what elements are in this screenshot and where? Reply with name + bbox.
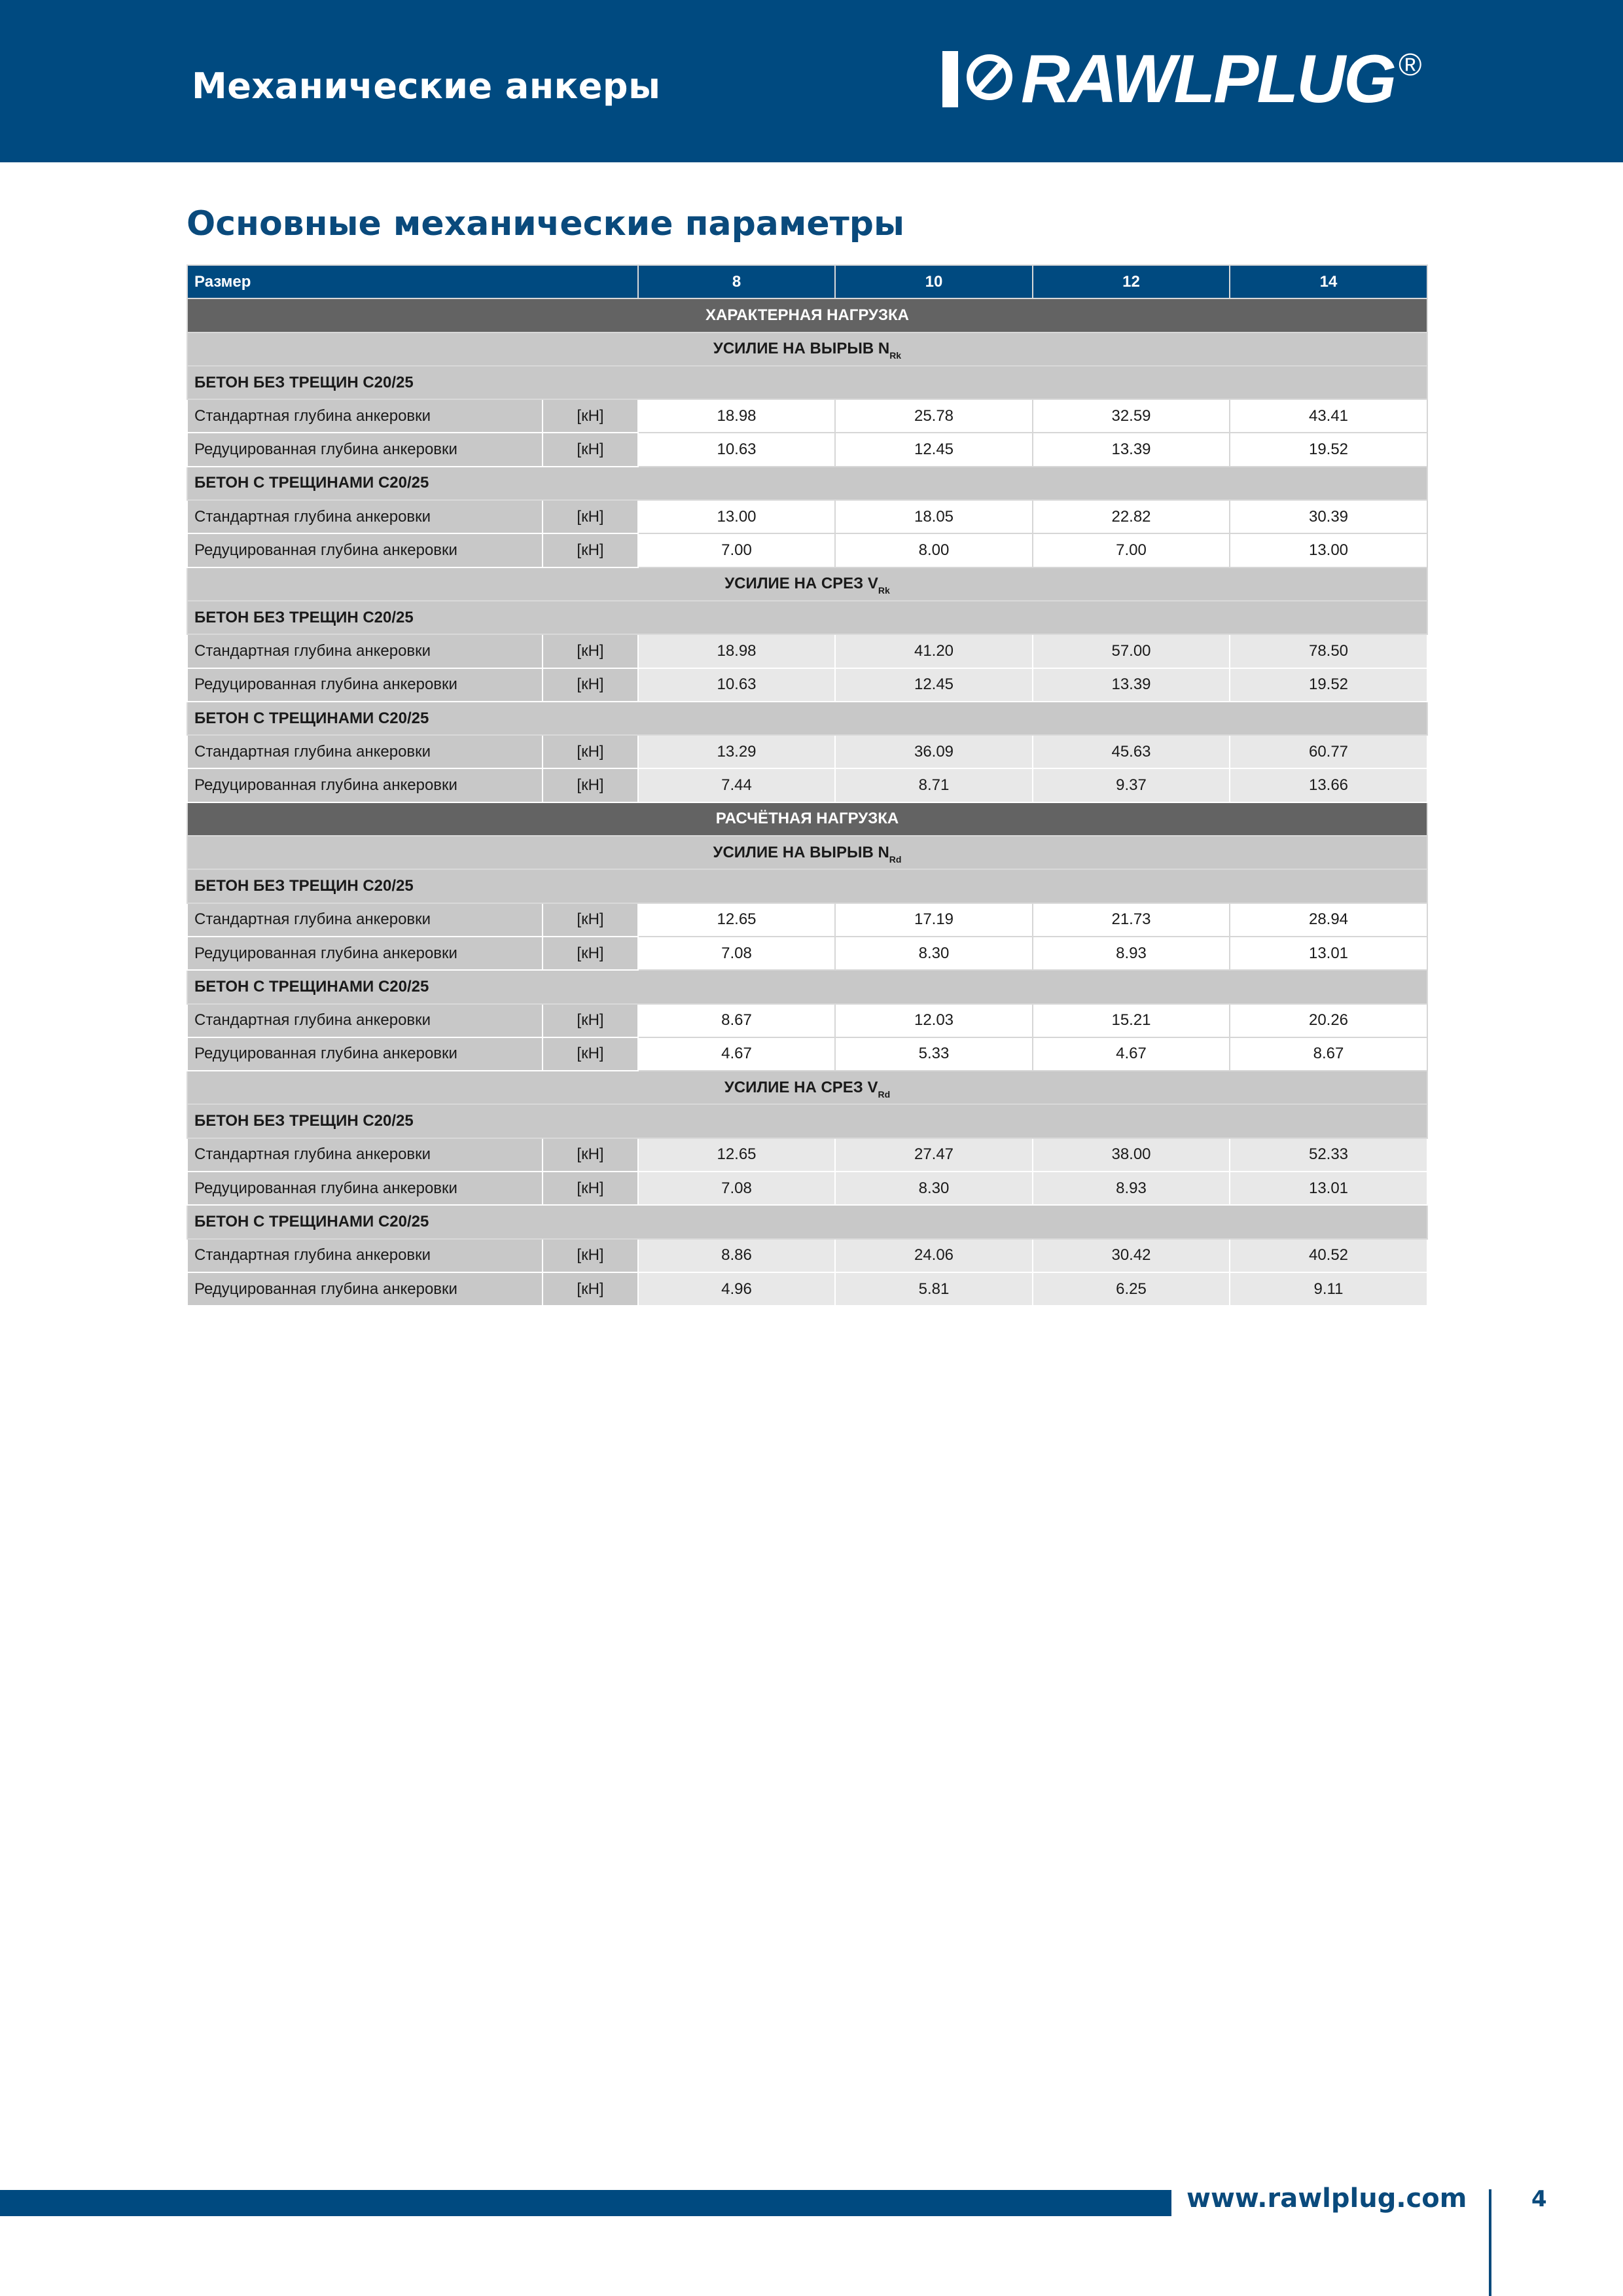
value-cell: 13.00 (638, 500, 835, 533)
table-row (187, 1272, 1427, 1306)
value-cell: 10.63 (638, 668, 835, 702)
value-cell: 60.77 (1230, 735, 1427, 768)
value-cell: 7.08 (638, 1172, 835, 1205)
value-cell: 8.00 (835, 533, 1033, 567)
value-cell: 15.21 (1033, 1004, 1230, 1037)
concrete-group-row (187, 970, 1427, 1003)
row-label: Редуцированная глубина анкеровки (187, 1172, 543, 1205)
page-number: 4 (1531, 2186, 1547, 2212)
table-row (187, 1172, 1427, 1205)
value-cell: 8.30 (835, 937, 1033, 970)
size-header: 10 (835, 265, 1033, 298)
value-cell: 8.86 (638, 1239, 835, 1272)
value-cell: 30.42 (1033, 1239, 1230, 1272)
table-row (187, 1138, 1427, 1172)
row-label: Стандартная глубина анкеровки (187, 1239, 543, 1272)
row-unit: [кН] (543, 937, 638, 970)
row-unit: [кН] (543, 1138, 638, 1172)
value-cell: 32.59 (1033, 399, 1230, 433)
table-row (187, 937, 1427, 970)
force-title: УСИЛИЕ НА СРЕЗ V (724, 575, 878, 593)
concrete-group-title: БЕТОН БЕЗ ТРЕЩИН C20/25 (187, 366, 1427, 399)
value-cell: 5.81 (835, 1272, 1033, 1306)
value-cell: 36.09 (835, 735, 1033, 768)
concrete-group-title: БЕТОН БЕЗ ТРЕЩИН C20/25 (187, 869, 1427, 903)
table-row (187, 634, 1427, 668)
value-cell: 30.39 (1230, 500, 1427, 533)
value-cell: 13.01 (1230, 1172, 1427, 1205)
concrete-group-title: БЕТОН БЕЗ ТРЕЩИН C20/25 (187, 601, 1427, 634)
footer-url[interactable]: www.rawlplug.com (1186, 2183, 1467, 2214)
table-row (187, 903, 1427, 937)
section-title: ХАРАКТЕРНАЯ НАГРУЗКА (187, 298, 1427, 332)
concrete-group-row (187, 869, 1427, 903)
section-title: РАСЧЁТНАЯ НАГРУЗКА (187, 802, 1427, 836)
value-cell: 8.93 (1033, 1172, 1230, 1205)
value-cell: 4.96 (638, 1272, 835, 1306)
table-row (187, 1239, 1427, 1272)
value-cell: 41.20 (835, 634, 1033, 668)
value-cell: 7.00 (638, 533, 835, 567)
page-title: Основные механические параметры (187, 204, 905, 243)
value-cell: 5.33 (835, 1037, 1033, 1071)
value-cell: 6.25 (1033, 1272, 1230, 1306)
row-label: Стандартная глубина анкеровки (187, 735, 543, 768)
value-cell: 13.01 (1230, 937, 1427, 970)
section-row (187, 298, 1427, 332)
concrete-group-title: БЕТОН БЕЗ ТРЕЩИН C20/25 (187, 1104, 1427, 1138)
value-cell: 12.03 (835, 1004, 1033, 1037)
force-row (187, 836, 1427, 869)
row-unit: [кН] (543, 1239, 638, 1272)
row-label: Редуцированная глубина анкеровки (187, 533, 543, 567)
value-cell: 8.67 (1230, 1037, 1427, 1071)
value-cell: 18.98 (638, 634, 835, 668)
size-header: 14 (1230, 265, 1427, 298)
value-cell: 12.65 (638, 1138, 835, 1172)
force-title: УСИЛИЕ НА ВЫРЫВ N (713, 843, 889, 861)
concrete-group-row (187, 1104, 1427, 1138)
footer-divider (1489, 2189, 1491, 2296)
row-label: Стандартная глубина анкеровки (187, 1004, 543, 1037)
concrete-group-row (187, 366, 1427, 399)
row-unit: [кН] (543, 500, 638, 533)
row-unit: [кН] (543, 1272, 638, 1306)
size-header: 12 (1033, 265, 1230, 298)
row-unit: [кН] (543, 1172, 638, 1205)
row-label: Редуцированная глубина анкеровки (187, 433, 543, 466)
value-cell: 13.39 (1033, 668, 1230, 702)
row-label: Стандартная глубина анкеровки (187, 500, 543, 533)
value-cell: 8.30 (835, 1172, 1033, 1205)
concrete-group-title: БЕТОН С ТРЕЩИНАМИ C20/25 (187, 702, 1427, 735)
force-subscript: Rd (878, 1088, 891, 1100)
row-label: Редуцированная глубина анкеровки (187, 668, 543, 702)
table-row (187, 768, 1427, 802)
header-title: Механические анкеры (192, 65, 661, 107)
row-label: Стандартная глубина анкеровки (187, 903, 543, 937)
force-cell (187, 567, 1427, 601)
concrete-group-title: БЕТОН С ТРЕЩИНАМИ C20/25 (187, 970, 1427, 1003)
value-cell: 40.52 (1230, 1239, 1427, 1272)
value-cell: 28.94 (1230, 903, 1427, 937)
value-cell: 12.45 (835, 668, 1033, 702)
row-unit: [кН] (543, 735, 638, 768)
table-row (187, 1004, 1427, 1037)
row-unit: [кН] (543, 399, 638, 433)
value-cell: 12.65 (638, 903, 835, 937)
value-cell: 52.33 (1230, 1138, 1427, 1172)
table-row (187, 533, 1427, 567)
row-unit: [кН] (543, 668, 638, 702)
force-cell (187, 1071, 1427, 1104)
force-subscript: Rk (889, 350, 902, 361)
size-header: 8 (638, 265, 835, 298)
section-row (187, 802, 1427, 836)
rawlplug-logo-icon (942, 51, 1014, 107)
force-cell (187, 836, 1427, 869)
value-cell: 10.63 (638, 433, 835, 466)
row-label: Редуцированная глубина анкеровки (187, 1272, 543, 1306)
row-label: Стандартная глубина анкеровки (187, 634, 543, 668)
force-subscript: Rk (878, 585, 890, 596)
row-label: Редуцированная глубина анкеровки (187, 1037, 543, 1071)
rawlplug-logo (942, 41, 1422, 117)
value-cell: 24.06 (835, 1239, 1033, 1272)
row-unit: [кН] (543, 634, 638, 668)
row-unit: [кН] (543, 533, 638, 567)
concrete-group-title: БЕТОН С ТРЕЩИНАМИ C20/25 (187, 467, 1427, 500)
value-cell: 27.47 (835, 1138, 1033, 1172)
value-cell: 20.26 (1230, 1004, 1427, 1037)
concrete-group-row (187, 1205, 1427, 1238)
value-cell: 22.82 (1033, 500, 1230, 533)
row-label: Редуцированная глубина анкеровки (187, 768, 543, 802)
value-cell: 4.67 (1033, 1037, 1230, 1071)
value-cell: 7.08 (638, 937, 835, 970)
table-header-row (187, 265, 1427, 298)
table-row (187, 1037, 1427, 1071)
force-title: УСИЛИЕ НА СРЕЗ V (724, 1078, 878, 1096)
concrete-group-row (187, 702, 1427, 735)
row-unit: [кН] (543, 768, 638, 802)
concrete-group-title: БЕТОН С ТРЕЩИНАМИ C20/25 (187, 1205, 1427, 1238)
row-label: Редуцированная глубина анкеровки (187, 937, 543, 970)
value-cell: 7.44 (638, 768, 835, 802)
value-cell: 38.00 (1033, 1138, 1230, 1172)
table-row (187, 735, 1427, 768)
value-cell: 57.00 (1033, 634, 1230, 668)
value-cell: 8.67 (638, 1004, 835, 1037)
row-label: Стандартная глубина анкеровки (187, 1138, 543, 1172)
value-cell: 18.05 (835, 500, 1033, 533)
value-cell: 9.37 (1033, 768, 1230, 802)
registered-mark: ® (1399, 48, 1422, 82)
table-row (187, 399, 1427, 433)
footer-band (0, 2190, 1171, 2216)
value-cell: 19.52 (1230, 433, 1427, 466)
table-row (187, 433, 1427, 466)
value-cell: 13.66 (1230, 768, 1427, 802)
force-row (187, 567, 1427, 601)
row-unit: [кН] (543, 1037, 638, 1071)
row-label: Стандартная глубина анкеровки (187, 399, 543, 433)
value-cell: 9.11 (1230, 1272, 1427, 1306)
value-cell: 13.00 (1230, 533, 1427, 567)
force-cell (187, 332, 1427, 366)
value-cell: 18.98 (638, 399, 835, 433)
force-row (187, 332, 1427, 366)
value-cell: 4.67 (638, 1037, 835, 1071)
parameters-table (187, 264, 1428, 1306)
force-title: УСИЛИЕ НА ВЫРЫВ N (713, 340, 890, 358)
value-cell: 12.45 (835, 433, 1033, 466)
size-label: Размер (187, 265, 638, 298)
value-cell: 25.78 (835, 399, 1033, 433)
concrete-group-row (187, 467, 1427, 500)
value-cell: 7.00 (1033, 533, 1230, 567)
value-cell: 21.73 (1033, 903, 1230, 937)
value-cell: 13.39 (1033, 433, 1230, 466)
value-cell: 45.63 (1033, 735, 1230, 768)
value-cell: 19.52 (1230, 668, 1427, 702)
value-cell: 13.29 (638, 735, 835, 768)
value-cell: 8.93 (1033, 937, 1230, 970)
logo-text: RAWLPLUG (1021, 41, 1395, 117)
value-cell: 43.41 (1230, 399, 1427, 433)
table-row (187, 500, 1427, 533)
row-unit: [кН] (543, 433, 638, 466)
concrete-group-row (187, 601, 1427, 634)
value-cell: 8.71 (835, 768, 1033, 802)
row-unit: [кН] (543, 1004, 638, 1037)
value-cell: 17.19 (835, 903, 1033, 937)
force-subscript: Rd (889, 853, 902, 865)
table-row (187, 668, 1427, 702)
value-cell: 78.50 (1230, 634, 1427, 668)
force-row (187, 1071, 1427, 1104)
row-unit: [кН] (543, 903, 638, 937)
